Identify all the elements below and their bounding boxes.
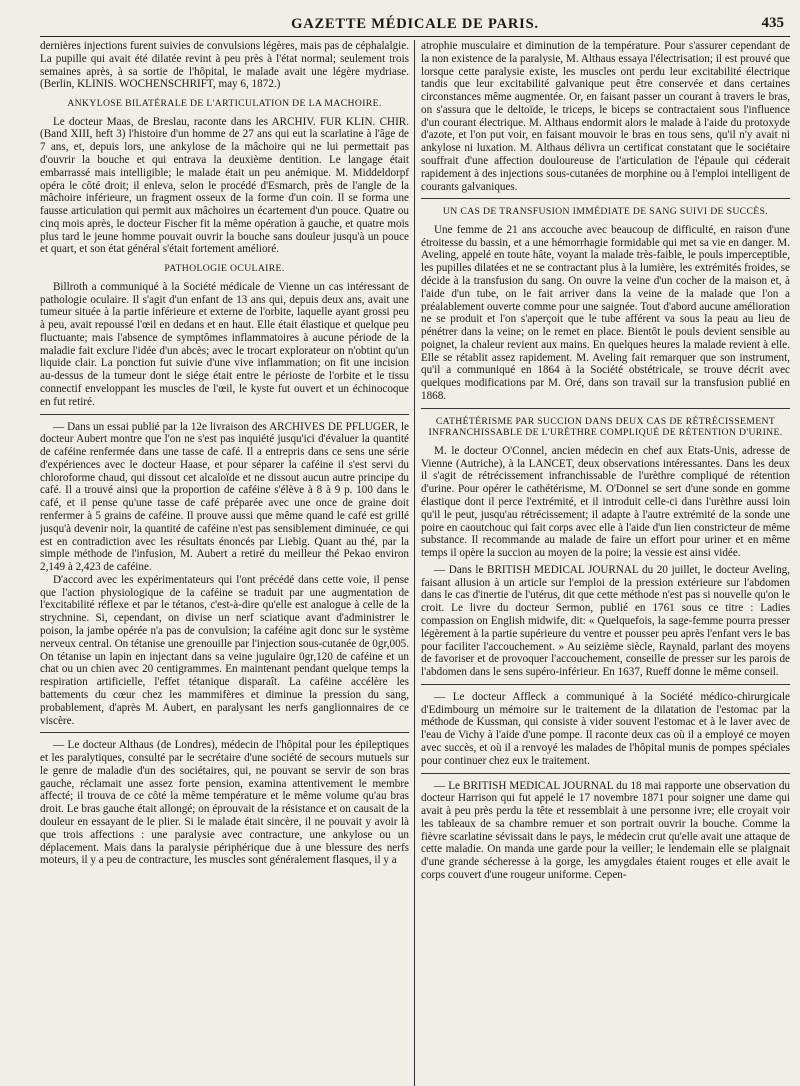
paragraph-althaus-continued: atrophie musculaire et diminution de la température. Pour s'assurer cependant de la non existence de la paralysie, M. Althaus essaya l'électrisation; il est prouvé que lorsque cette paralysie existe, les muscles ont perdu leur excitabilité électrique tandis que leur excitabilité galvanique peut être conservée et dans certaines circonstances même augmentée. Or, en faisant passer un courant à travers le bras, on s'assura que le deltoïde, le triceps, le biceps se contractaient sous l'influence d'un courant électrique. M. Althaus endormit alors le malade à l'aide du protoxyde d'azote, et l'on put voir, en faisant mouvoir le bras en tous sens, qu'il n'y avait ni ankylose ni luxation. M. Althaus délivra un certificat constatant que le sociétaire souffrait d'une affection douloureuse de l'articulation de l'épaule qui céderait rapidement à des injections sous-cutanées de morphine ou à l'emploi intelligent de courants galvaniques. [421, 40, 790, 193]
paragraph-pathologie-oculaire: Billroth a communiqué à la Société médicale de Vienne un cas intéressant de pathologie oculaire. Il s'agit d'un enfant de 13 ans qui, depuis deux ans, avait une tumeur située à la partie inférieure et externe de l'orbite, laquelle ayant grossi peu à peu, avait repoussé l'œil en dedans et en haut. Elle était élastique et quelque peu fluctuante; mais l'absence de symptômes inflammatoires à aucune période de la maladie fait exclure l'idée d'un abcès; avec le trocart explorateur on n'obtint qu'un liquide clair. La ponction fut suivie d'une vive inflammation; on fit une incision au-dessus de la tumeur dont le siége était entre le périoste de l'orbite et le tissu connectif enveloppant les muscles de l'œil, le kyste fut ouvert et un échinocoque en fut retiré. [40, 280, 409, 408]
paragraph-continued: dernières injections furent suivies de convulsions légères, mais pas de céphalalgie. La pupille qui avait été dilatée revint à peu près à l'état normal; seulement trois semaines après, à sa sortie de l'hôpital, le malade avait une légère mydriase. (Berlin, KLINIS. WOCHENSCHRIFT, may 6, 1872.) [40, 40, 409, 91]
journal-title: GAZETTE MÉDICALE DE PARIS. [291, 16, 539, 32]
page-number: 435 [761, 15, 784, 31]
paragraph-cafeine: — Dans un essai publié par la 12e livraison des ARCHIVES DE PFLUGER, le docteur Aubert montre que l'on ne s'est pas inquiété jusqu'ici d'évaluer la quantité de caféine renfermée dans une tasse de café. Il a entrepris dans ce sens une série d'expériences avec le docteur Haase, et pour séparer la caféine il s'est servi du chloroforme chaud, qui dissout cet alcaloïde et ne dissout aucun autre principe du café. Il a trouvé ainsi que la proportion de caféine s'élève à 8 à 9 p. 100 dans le café, et il pense qu'une tasse de café préparée avec une once de graine doit renfermer à 5 grains de caféine. Il prouve aussi que même quand le café est grillé jusqu'à devenir noir, la quantité de caféine n'est pas sensiblement diminuée, ce qui est en contradiction avec les résultats énoncés par Liebig. Quant au thé, par la simple méthode de l'infusion, M. Aubert a retiré du meilleur thé Pekao environ 2,149 à 2,423 de caféine. [40, 420, 409, 574]
right-column [415, 40, 790, 1086]
paragraph-transfusion: Une femme de 21 ans accouche avec beaucoup de difficulté, en raison d'une étroitesse du bassin, et a une hémorrhagie formidable qui met sa vie en danger. M. Aveling, appelé en toute hâte, voyant la malade très-faible, le pouls imperceptible, les pupilles dilatées et ne se contractant plus à la lumière, les extrémités froides, se décide à la transfusion du sang. On ouvre la veine d'un cocher de la maison et, à l'aide d'un tube, on le fait arriver dans la veine de la malade que l'on a préalablement ouverte comme pour une saignée. Tout d'abord aucune amélioration ne se produit et l'on s'aperçoit que le tube afférent va sous la peau au lieu de pénétrer dans la veine; on le remet en place. Bientôt le pouls devient sensible au poignet, la chaleur revient aux mains. En quelques heures la malade revient à elle. Elle se rétablit assez rapidement. M. Aveling fait remarquer que son instrument, qu'il a communiqué en 1864 à la Société obstétricale, se trouve décrit avec quelques modifications par M. Oré, dans son travail sur la transfusion publié en 1868. [421, 223, 790, 403]
paragraph-affleck: — Le docteur Affleck a communiqué à la Société médico-chirurgicale d'Edimbourg un mémoire sur le traitement de la dilatation de l'estomac par la méthode de Kussman, qui consiste à vider souvent l'estomac et à le laver avec de l'eau de Vichy à l'aide d'une pompe. Il raconte deux cas où il a employé ce moyen avec succès, et où il a renvoyé les malades de l'hôpital munis de pompes spéciales pour continuer chez eux le traitement. [421, 690, 790, 767]
two-column-body [40, 40, 790, 1086]
section-heading-ankylose: ANKYLOSE BILATÉRALE DE L'ARTICULATION DE LA MACHOIRE. [67, 98, 382, 110]
section-heading-catheterisme: CATHÉTÉRISME PAR SUCCION DANS DEUX CAS DE RÉTRÉCISSEMENT INFRANCHISSABLE DE L'URÈTHRE COMPLIQUÉ DE RÉTENTION D'URINE. [428, 415, 783, 439]
paragraph-cafeine-action: D'accord avec les expérimentateurs qui l'ont précédé dans cette voie, il pense que l'action physiologique de la caféine se traduit par une augmentation de l'excitabilité réflexe et par le tétanos, c'est-à-dire qu'elle est analogue à celle de la strychnine. Si, cependant, on divise un nerf sciatique avant d'administrer le poison, la jambe opérée n'a pas de convulsion; la caféine agit donc sur le système nerveux central. On tétanise une grenouille par l'injection sous-cutanée de 0gr,005. On tétanise un lapin en injectant dans sa veine jugulaire 0gr,120 de caféine et un chat ou un chien avec 20 centigrammes. En maintenant pendant quelque temps la respiration artificielle, l'effet tétanique disparaît. La caféine accélère les battements du cœur chez les mammifères et diminue la pression du sang, probablement, d'après M. Aubert, en paralysant les nerfs ganglionnaires de ce viscère. [40, 573, 409, 727]
paragraph-harrison: — Le BRITISH MEDICAL JOURNAL du 18 mai rapporte une observation du docteur Harrison qui fut appelé le 17 novembre 1871 pour soigner une dame qui avait à peu près perdu la tête et ressemblait à une personne ivre; elle croyait voir les tableaux de sa chambre remuer et son portrait ouvrir la bouche. Comme la fièvre scarlatine sévissait dans le pays, le médecin crut qu'elle avait une attaque de cette maladie. On manda une garde pour la veiller; le lendemain elle se plaignait d'une grande sécheresse à la gorge, les amygdales étaient rouges et elle avait le corps couvert d'une rougeur uniforme. Cepen- [421, 779, 790, 882]
divider [421, 773, 790, 774]
section-heading-transfusion: UN CAS DE TRANSFUSION IMMÉDIATE DE SANG SUIVI DE SUCCÈS. [442, 206, 769, 218]
page-header [40, 10, 790, 37]
divider [421, 408, 790, 409]
divider [40, 414, 409, 415]
paragraph-aveling: — Dans le BRITISH MEDICAL JOURNAL du 20 juillet, le docteur Aveling, faisant allusion à un article sur l'emploi de la pression extérieure sur l'abdomen dans le cas d'inertie de l'utérus, dit que cette méthode n'est pas si nouvelle qu'on le croit. Le livre du docteur Sermon, publié en 1761 sous ce titre : Ladies compassion on English midwife, dit: « Quelquefois, la sage-femme pourra presser légèrement à la partie supérieure du ventre et pousser peu après l'enfant vers le bas pour faciliter l'accouchement. » Au seizième siècle, Raynald, parlant des moyens de favoriser et de provoquer l'accouchement, conseille de presser sur les parois de l'abdomen dans le sens supéro-inférieur. En 1637, Rueff donne le même conseil. [421, 563, 790, 679]
divider [40, 732, 409, 733]
divider [421, 684, 790, 685]
paragraph-althaus: — Le docteur Althaus (de Londres), médecin de l'hôpital pour les épileptiques et les paralytiques, consulté par le secrétaire d'une société de secours mutuels sur le genre de maladie d'un des sociétaires, qui, ne pouvant se servir de son bras gauche, réclamait une assez forte pension, examina attentivement le membre affecté; il trouva de ce côté la même température et le même volume qu'au bras droit. Le bras gauche était allongé; on éprouvait de la résistance et on causait de la douleur en essayant de le plier. Si le malade était sincère, il ne pouvait y avoir là que trois affections : une paralysie avec contracture, une ankylose ou un déplacement. Mais dans la paralysie périphérique due à une blessure des nerfs moteurs, il y a peu de contracture, les muscles sont généralement flasques, il y a [40, 739, 409, 867]
section-heading-pathologie-oculaire: PATHOLOGIE OCULAIRE. [164, 263, 285, 275]
paragraph-catheterisme: M. le docteur O'Connel, ancien médecin en chef aux Etats-Unis, adresse de Vienne (Autriche), à la LANCET, deux observations intéressantes. Dans les deux il s'agit de rétrécissement infranchissable de l'urèthre compliqué de rétention d'urine. Pour opérer le cathétérisme, M. O'Donnel se sert d'une sonde en gomme élastique dont il perce l'extrémité, et il introduit celle-ci dans l'urèthre aussi loin qu'il le peut, jusqu'au rétrécissement; il adapte à l'autre extrémité de la sonde une poire en caoutchouc qui fait corps avec elle à l'aide d'un lien constricteur de même substance. Il recommande au malade de faire un effort pour uriner et en même temps il opère la succion au moyen de la poire; la vessie est ainsi vidée. [421, 444, 790, 560]
left-column [40, 40, 414, 1086]
divider [421, 198, 790, 199]
paragraph-ankylose: Le docteur Maas, de Breslau, raconte dans les ARCHIV. FUR KLIN. CHIR. (Band XIII, heft 3) l'histoire d'un homme de 27 ans qui eut la scarlatine à l'âge de 7 ans, et, depuis lors, une ankylose de la mâchoire qui ne lui permettait pas d'ouvrir la bouche et qui entrava la deuxième dentition. Le langage était embarrassé mais intelligible; le malade était un peu anémique. M. Middeldorpf opéra le côté droit; il enleva, selon le procédé d'Esmarch, près de l'angle de la mâchoire inférieure, un fragment osseux de la forme d'un coin. Il se forma une fausse articulation qui permit aux mâchoires un écartement d'un pouce. Quatre ou cinq mois après, le docteur Fischer fit la même opération à gauche, et quatre mois plus tard le jeune homme pouvait ouvrir la bouche sans douleur jusqu'à un pouce et quart, et son état général s'était fortement amélioré. [40, 115, 409, 256]
